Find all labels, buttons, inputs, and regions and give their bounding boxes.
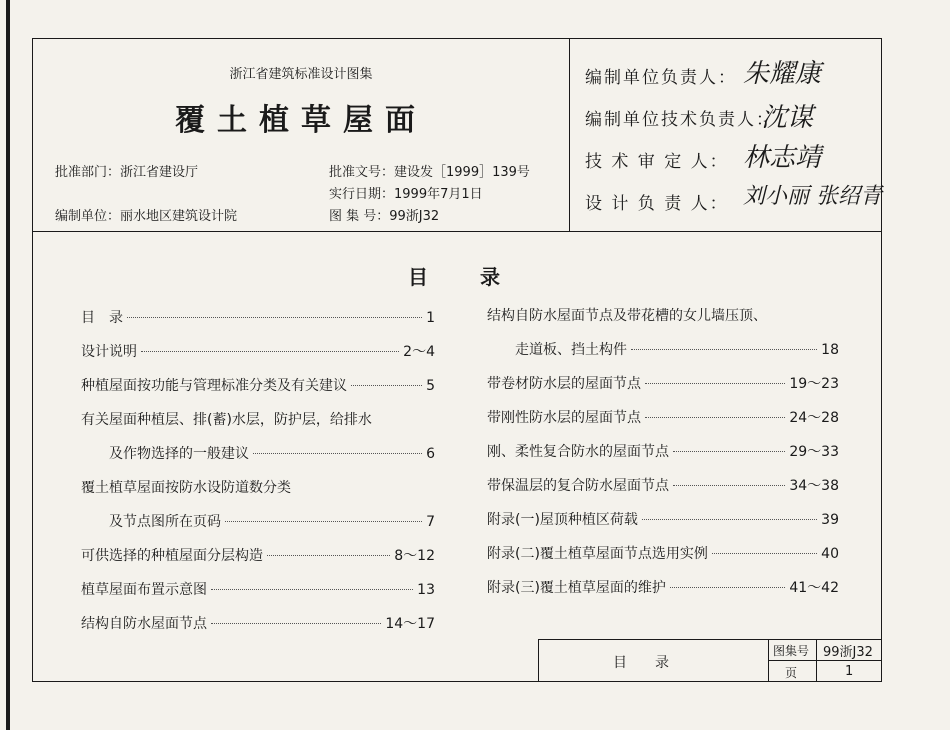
toc-leader-dots: [645, 383, 785, 384]
effective-date: 实行日期：1999年7月1日: [329, 187, 483, 202]
toc-leader-dots: [211, 623, 381, 624]
series-title: 浙江省建筑标准设计图集: [229, 67, 373, 82]
toc-entry-title: 可供选择的种植屋面分层构造: [81, 548, 263, 564]
toc-entry: [81, 579, 435, 599]
compiled-by: 编制单位：丽水地区建筑设计院: [55, 209, 238, 224]
toc-leader-dots: [670, 587, 785, 588]
toc-entry-page: 6: [426, 446, 435, 462]
toc-entry-title: 走道板、挡土构件: [515, 342, 627, 358]
toc-entry-title: 结构自防水屋面节点及带花槽的女儿墙压顶、: [487, 308, 767, 324]
toc-entry: [487, 373, 839, 393]
toc-leader-dots: [712, 553, 817, 554]
toc-entry-page: 18: [821, 342, 839, 358]
toc-entry: [81, 307, 435, 327]
toc-entry-title: 结构自防水屋面节点: [81, 616, 207, 632]
toc-entry-page: 34～38: [789, 478, 839, 494]
toc-entry: [81, 477, 435, 497]
toc-entry: [81, 375, 435, 395]
document-title: 覆土植草屋面: [175, 103, 427, 138]
toc-entry-page: 41～42: [789, 580, 839, 596]
toc-entry-title: 植草屋面布置示意图: [81, 582, 207, 598]
toc-entry-title: 及节点图所在页码: [109, 514, 221, 530]
toc-entry: [81, 341, 435, 361]
toc-entry-title: 附录(三)覆土植草屋面的维护: [487, 580, 666, 596]
responsible-label: 编制单位技术负责人：: [585, 110, 775, 130]
signature: 沈谋: [761, 103, 814, 133]
toc-entry-page: 29～33: [789, 444, 839, 460]
toc-entry-title: 目 录: [81, 310, 123, 326]
atlas-no-value: 99浙J32: [823, 645, 873, 660]
toc-entry-page: 19～23: [789, 376, 839, 392]
toc-entry: [81, 545, 435, 565]
toc-leader-dots: [645, 417, 785, 418]
page-value: 1: [845, 664, 854, 679]
signature: 朱耀康: [743, 59, 822, 89]
toc-entry: [109, 511, 435, 531]
toc-entry: [81, 409, 435, 429]
toc-entry-page: 13: [417, 582, 435, 598]
title-block: [538, 639, 881, 681]
toc-entry: [487, 305, 839, 325]
header-divider: [33, 231, 881, 232]
toc-entry-page: 8～12: [394, 548, 435, 564]
responsible-label: 技 术 审 定 人：: [585, 152, 729, 172]
toc-entry-title: 带保温层的复合防水屋面节点: [487, 478, 669, 494]
signature: 林志靖: [743, 143, 822, 173]
toc-entry: [515, 339, 839, 359]
approve-doc: 批准文号：建设发［1999］139号: [329, 165, 530, 180]
toc-entry-title: 及作物选择的一般建议: [109, 446, 249, 462]
toc-entry-title: 有关屋面种植层、排(蓄)水层，防护层，给排水: [81, 412, 372, 428]
title-block-name: 目 录: [613, 655, 669, 671]
toc-entry-title: 附录(一)屋顶种植区荷载: [487, 512, 638, 528]
toc-entry-page: 40: [821, 546, 839, 562]
toc-entry-page: 1: [426, 310, 435, 326]
toc-leader-dots: [141, 351, 399, 352]
toc-leader-dots: [211, 589, 413, 590]
toc-entry-page: 5: [426, 378, 435, 394]
toc-leader-dots: [642, 519, 817, 520]
toc-entry-title: 种植屋面按功能与管理标准分类及有关建议: [81, 378, 347, 394]
toc-heading: 目 录: [408, 265, 504, 289]
toc-entry-page: 14～17: [385, 616, 435, 632]
toc-entry-title: 刚、柔性复合防水的屋面节点: [487, 444, 669, 460]
approve-dept: 批准部门：浙江省建设厅: [55, 165, 199, 180]
toc-entry: [487, 543, 839, 563]
atlas-number: 图 集 号：99浙J32: [329, 209, 440, 224]
binding-edge: [6, 0, 10, 730]
toc-leader-dots: [351, 385, 422, 386]
toc-entry-title: 带卷材防水层的屋面节点: [487, 376, 641, 392]
toc-leader-dots: [253, 453, 422, 454]
toc-entry: [109, 443, 435, 463]
responsible-label: 编制单位负责人：: [585, 68, 737, 88]
title-block-divider: [768, 660, 881, 661]
page-label: 页: [785, 666, 798, 680]
toc-leader-dots: [673, 485, 785, 486]
responsible-label: 设 计 负 责 人：: [585, 194, 729, 214]
drawing-frame: [32, 38, 882, 682]
toc-entry-title: 覆土植草屋面按防水设防道数分类: [81, 480, 291, 496]
toc-entry: [487, 475, 839, 495]
toc-leader-dots: [673, 451, 785, 452]
toc-entry-title: 附录(二)覆土植草屋面节点选用实例: [487, 546, 708, 562]
toc-entry-title: 带刚性防水层的屋面节点: [487, 410, 641, 426]
toc-leader-dots: [127, 317, 422, 318]
toc-entry: [487, 577, 839, 597]
toc-leader-dots: [225, 521, 422, 522]
toc-entry: [487, 509, 839, 529]
toc-entry-page: 39: [821, 512, 839, 528]
header-vertical-divider: [569, 39, 570, 231]
atlas-no-label: 图集号: [773, 644, 810, 658]
toc-entry-page: 24～28: [789, 410, 839, 426]
toc-entry: [487, 441, 839, 461]
toc-entry: [81, 613, 435, 633]
toc-entry: [487, 407, 839, 427]
signature: 刘小丽 张绍青: [743, 184, 882, 209]
toc-leader-dots: [267, 555, 390, 556]
toc-leader-dots: [631, 349, 817, 350]
toc-entry-page: 2～4: [403, 344, 435, 360]
toc-entry-title: 设计说明: [81, 344, 137, 360]
toc-entry-page: 7: [426, 514, 435, 530]
